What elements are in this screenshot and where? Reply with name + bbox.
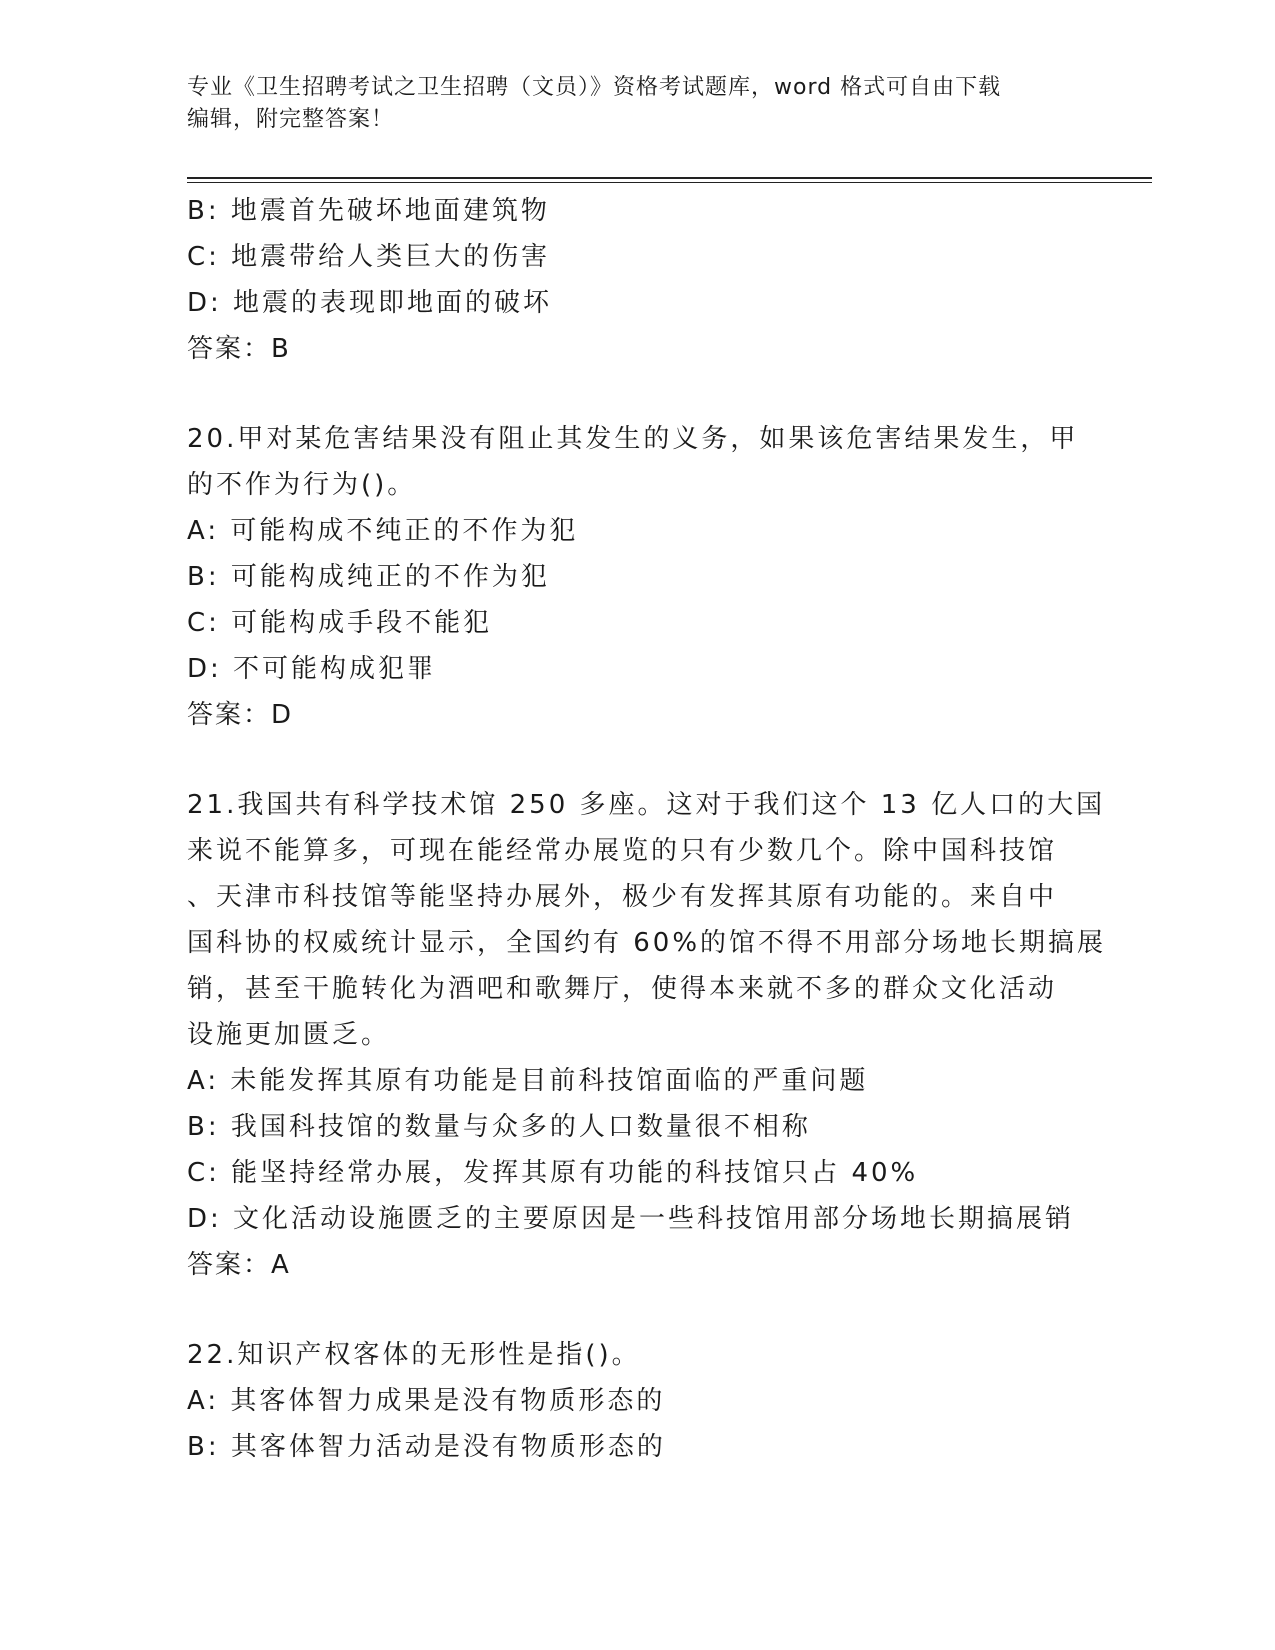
question-text-line: 20.甲对某危害结果没有阻止其发生的义务，如果该危害结果发生，甲 — [187, 424, 1079, 454]
question-content — [187, 188, 1107, 1470]
option-c: C: 可能构成手段不能犯 — [187, 608, 493, 638]
answer-label: 答案：A — [187, 1250, 291, 1280]
option-d: D: 地震的表现即地面的破坏 — [187, 288, 553, 318]
question-text-line: 设施更加匮乏。 — [187, 1020, 391, 1050]
option-a: A: 未能发挥其原有功能是目前科技馆面临的严重问题 — [187, 1066, 869, 1096]
question-text-line: 销，甚至干脆转化为酒吧和歌舞厅，使得本来就不多的群众文化活动 — [187, 974, 1058, 1004]
option-a: A: 其客体智力成果是没有物质形态的 — [187, 1386, 666, 1416]
question-text-line: 国科协的权威统计显示，全国约有 60%的馆不得不用部分场地长期搞展 — [187, 928, 1107, 958]
question-20 — [187, 416, 1087, 738]
page-header — [187, 72, 1067, 136]
answer-label: 答案：B — [187, 334, 291, 364]
spacer — [187, 372, 1087, 416]
question-19-tail — [187, 188, 1087, 372]
question-text-line: 来说不能算多，可现在能经常办展览的只有少数几个。除中国科技馆 — [187, 836, 1058, 866]
option-a: A: 可能构成不纯正的不作为犯 — [187, 516, 579, 546]
option-c: C: 能坚持经常办展，发挥其原有功能的科技馆只占 40% — [187, 1158, 919, 1188]
spacer — [187, 1288, 1087, 1332]
header-divider — [187, 177, 1152, 183]
header-line-2: 编辑，附完整答案！ — [187, 107, 395, 132]
option-b: B: 可能构成纯正的不作为犯 — [187, 562, 550, 592]
answer-label: 答案：D — [187, 700, 294, 730]
question-21 — [187, 782, 1107, 1288]
question-text-line: 、天津市科技馆等能坚持办展外，极少有发挥其原有功能的。来自中 — [187, 882, 1058, 912]
option-b: B: 地震首先破坏地面建筑物 — [187, 196, 550, 226]
question-text-line: 22.知识产权客体的无形性是指()。 — [187, 1340, 641, 1370]
question-text-line: 的不作为行为()。 — [187, 470, 417, 500]
option-b: B: 我国科技馆的数量与众多的人口数量很不相称 — [187, 1112, 811, 1142]
option-b: B: 其客体智力活动是没有物质形态的 — [187, 1432, 666, 1462]
header-line-1: 专业《卫生招聘考试之卫生招聘（文员）》资格考试题库，word 格式可自由下载 — [187, 75, 1002, 100]
spacer — [187, 738, 1087, 782]
question-text-line: 21.我国共有科学技术馆 250 多座。这对于我们这个 13 亿人口的大国 — [187, 790, 1106, 820]
question-22 — [187, 1332, 1087, 1470]
option-d: D: 不可能构成犯罪 — [187, 654, 437, 684]
option-c: C: 地震带给人类巨大的伤害 — [187, 242, 551, 272]
option-d: D: 文化活动设施匮乏的主要原因是一些科技馆用部分场地长期搞展销 — [187, 1204, 1075, 1234]
